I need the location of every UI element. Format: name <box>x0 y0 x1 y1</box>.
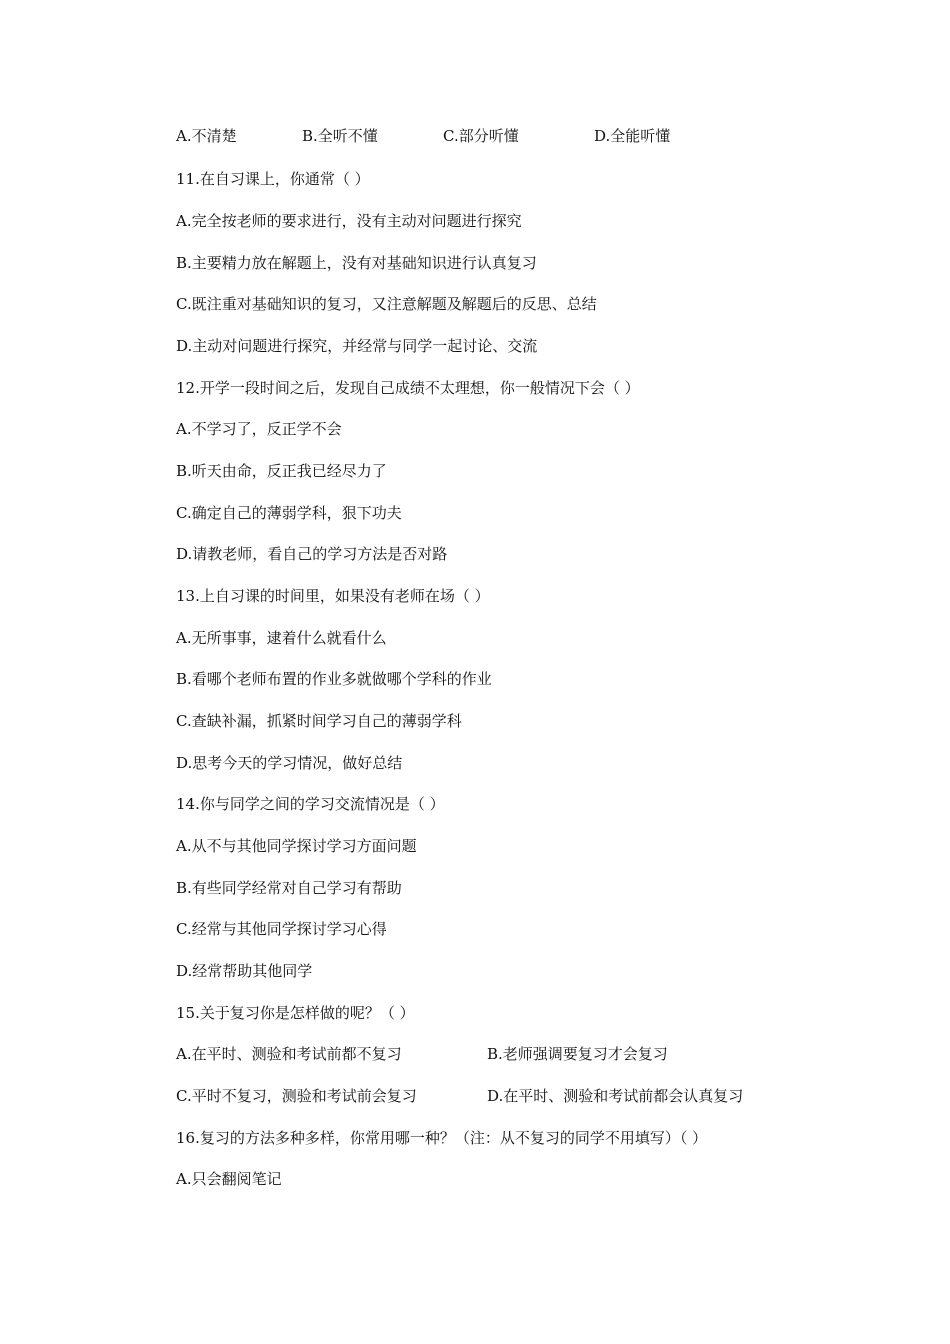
q11-option-a: A.完全按老师的要求进行，没有主动对问题进行探究 <box>176 212 522 230</box>
q12-option-d: D.请教老师，看自己的学习方法是否对路 <box>176 545 448 563</box>
q15-option-c: C.平时不复习，测验和考试前会复习 <box>176 1087 417 1105</box>
q16-stem: 16.复习的方法多种多样，你常用哪一种？（注：从不复习的同学不用填写）（ ） <box>176 1129 708 1147</box>
q15-option-a: A.在平时、测验和考试前都不复习 <box>176 1045 402 1063</box>
q10-option-d: D.全能听懂 <box>594 127 671 145</box>
q13-option-b: B.看哪个老师布置的作业多就做哪个学科的作业 <box>176 670 492 688</box>
q14-option-a: A.从不与其他同学探讨学习方面问题 <box>176 837 417 855</box>
q11-option-b: B.主要精力放在解题上，没有对基础知识进行认真复习 <box>176 254 537 272</box>
q13-stem: 13.上自习课的时间里，如果没有老师在场（ ） <box>176 587 490 605</box>
q12-option-c: C.确定自己的薄弱学科，狠下功夫 <box>176 504 402 522</box>
q14-option-c: C.经常与其他同学探讨学习心得 <box>176 920 387 938</box>
q11-option-d: D.主动对问题进行探究，并经常与同学一起讨论、交流 <box>176 337 538 355</box>
q16-option-a: A.只会翻阅笔记 <box>176 1170 282 1188</box>
q15-stem: 15.关于复习你是怎样做的呢？（ ） <box>176 1004 415 1022</box>
q10-option-a: A.不清楚 <box>176 127 237 145</box>
q13-option-a: A.无所事事，逮着什么就看什么 <box>176 629 387 647</box>
q14-option-b: B.有些同学经常对自己学习有帮助 <box>176 879 402 897</box>
q10-option-c: C.部分听懂 <box>443 127 519 145</box>
q11-option-c: C.既注重对基础知识的复习，又注意解题及解题后的反思、总结 <box>176 295 597 313</box>
q13-option-c: C.查缺补漏，抓紧时间学习自己的薄弱学科 <box>176 712 462 730</box>
q10-option-b: B.全听不懂 <box>302 127 378 145</box>
q12-option-a: A.不学习了，反正学不会 <box>176 420 342 438</box>
q12-stem: 12.开学一段时间之后，发现自己成绩不太理想，你一般情况下会（ ） <box>176 379 640 397</box>
q13-option-d: D.思考今天的学习情况，做好总结 <box>176 754 403 772</box>
q15-option-b: B.老师强调要复习才会复习 <box>487 1045 668 1063</box>
q12-option-b: B.听天由命，反正我已经尽力了 <box>176 462 387 480</box>
q14-option-d: D.经常帮助其他同学 <box>176 962 313 980</box>
q15-option-d: D.在平时、测验和考试前都会认真复习 <box>487 1087 744 1105</box>
q11-stem: 11.在自习课上，你通常（ ） <box>176 170 370 188</box>
q14-stem: 14.你与同学之间的学习交流情况是（ ） <box>176 795 445 813</box>
